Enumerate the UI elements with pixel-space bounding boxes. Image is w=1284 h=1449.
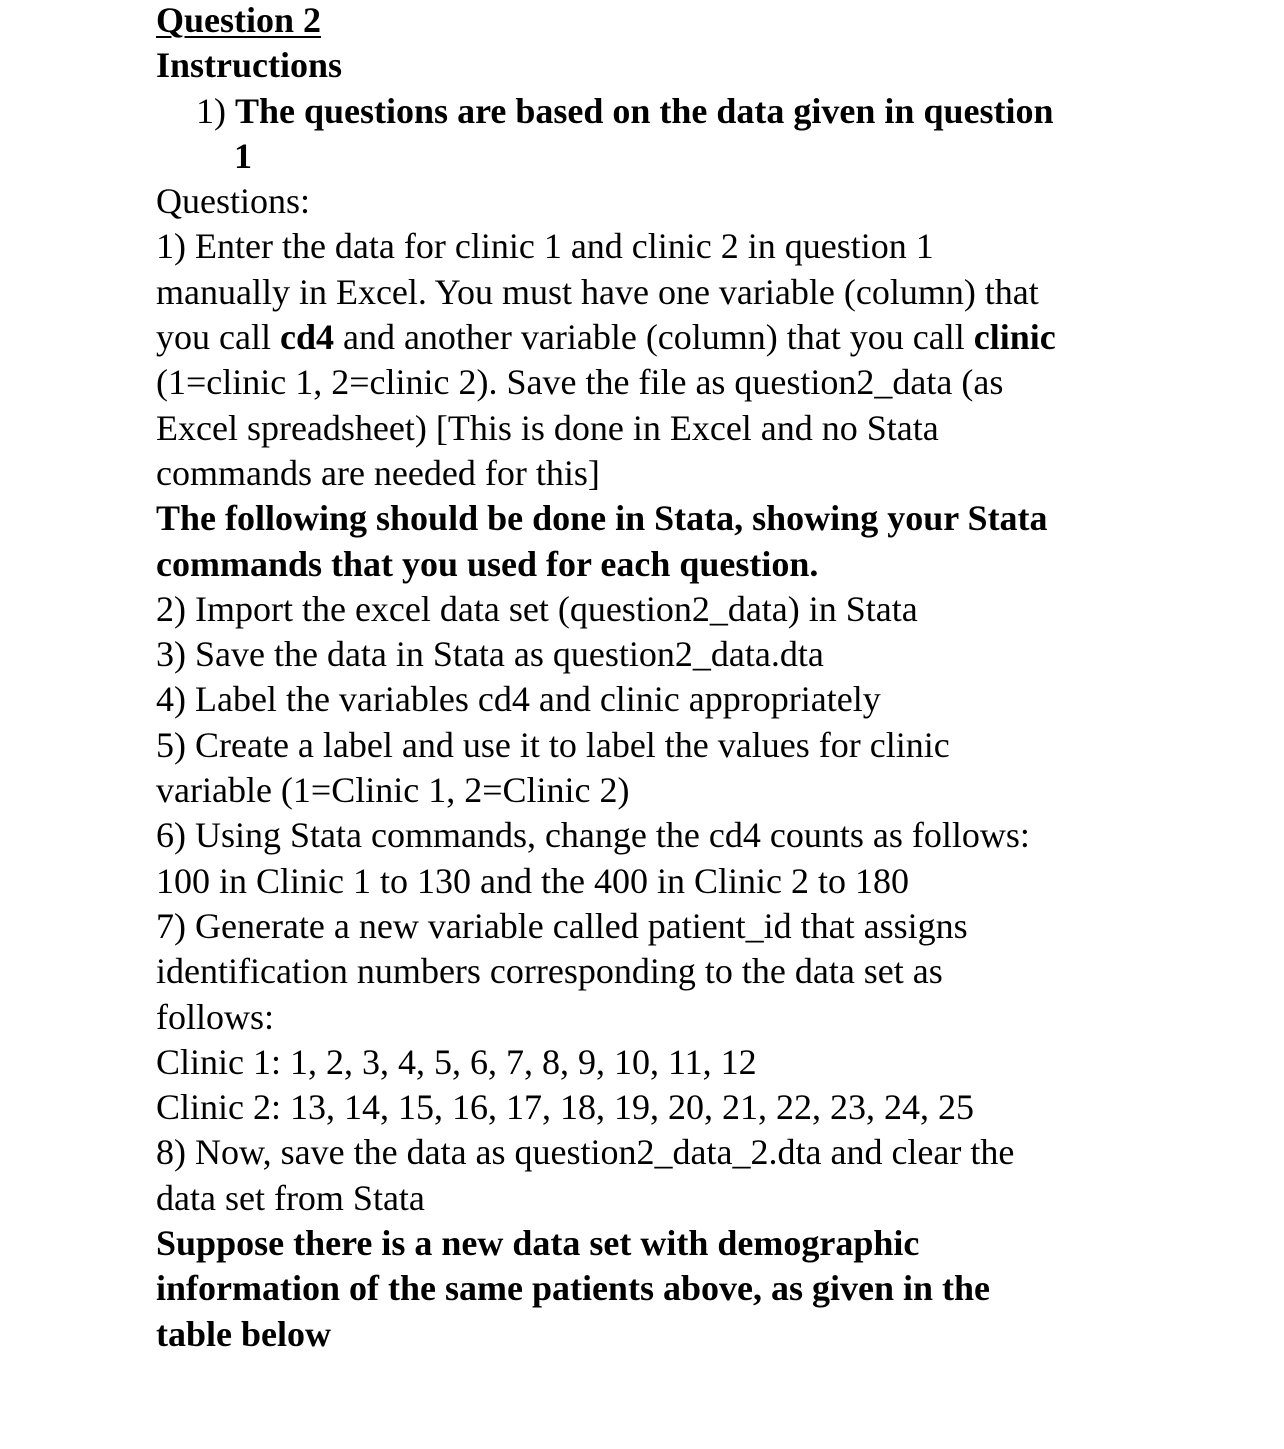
clinic-2-ids: Clinic 2: 13, 14, 15, 16, 17, 18, 19, 20, 21, 22, 23, 24, 25 bbox=[156, 1087, 974, 1128]
question-title: Question 2 bbox=[156, 0, 322, 40]
question-1-line-2: manually in Excel. You must have one variable (column) that bbox=[156, 271, 1039, 312]
stata-note-line-2: commands that you used for each question. bbox=[156, 543, 819, 584]
cd4-variable-name: cd4 bbox=[279, 317, 334, 358]
instruction-item-1-continued: 1 bbox=[234, 135, 252, 176]
question-4: 4) Label the variables cd4 and clinic appropriately bbox=[156, 679, 881, 720]
document-page bbox=[156, 0, 1156, 1357]
question-2: 2) Import the excel data set (question2_data) in Stata bbox=[156, 588, 918, 629]
closing-note-line-3: table below bbox=[156, 1313, 331, 1354]
question-8-line-2: data set from Stata bbox=[156, 1177, 425, 1218]
question-3: 3) Save the data in Stata as question2_data.dta bbox=[156, 634, 824, 675]
instruction-item-1 bbox=[156, 89, 1156, 134]
instructions-heading: Instructions bbox=[156, 45, 343, 86]
question-1-line-6: commands are needed for this] bbox=[156, 452, 600, 493]
instruction-item-1-number: 1) bbox=[196, 90, 226, 131]
question-1-line-5: Excel spreadsheet) [This is done in Excel and no Stata bbox=[156, 407, 939, 448]
stata-note-line-1: The following should be done in Stata, showing your Stata bbox=[156, 498, 1048, 539]
closing-note-line-2: information of the same patients above, as given in the bbox=[156, 1268, 990, 1309]
question-1-text: and another variable (column) that you call bbox=[333, 317, 974, 358]
question-7-line-1: 7) Generate a new variable called patient_id that assigns bbox=[156, 905, 968, 946]
question-1-line-4: (1=clinic 1, 2=clinic 2). Save the file as question2_data (as bbox=[156, 362, 1004, 403]
question-1-line-3 bbox=[156, 315, 1156, 360]
closing-note-line-1: Suppose there is a new data set with demographic bbox=[156, 1223, 920, 1264]
question-6-line-2: 100 in Clinic 1 to 130 and the 400 in Clinic 2 to 180 bbox=[156, 860, 909, 901]
question-5-line-1: 5) Create a label and use it to label the values for clinic bbox=[156, 724, 950, 765]
question-1-line-1: 1) Enter the data for clinic 1 and clinic 2 in question 1 bbox=[156, 226, 934, 267]
instruction-item-1-text: The questions are based on the data given in question bbox=[235, 90, 1054, 131]
question-6-line-1: 6) Using Stata commands, change the cd4 counts as follows: bbox=[156, 815, 1030, 856]
clinic-variable-name: clinic bbox=[973, 317, 1056, 358]
question-1-text: you call bbox=[156, 317, 280, 358]
question-7-line-2: identification numbers corresponding to the data set as bbox=[156, 951, 943, 992]
questions-label: Questions: bbox=[156, 181, 311, 222]
question-7-line-3: follows: bbox=[156, 996, 275, 1037]
question-5-line-2: variable (1=Clinic 1, 2=Clinic 2) bbox=[156, 770, 630, 811]
question-8-line-1: 8) Now, save the data as question2_data_2.dta and clear the bbox=[156, 1132, 1015, 1173]
clinic-1-ids: Clinic 1: 1, 2, 3, 4, 5, 6, 7, 8, 9, 10, 11, 12 bbox=[156, 1041, 757, 1082]
